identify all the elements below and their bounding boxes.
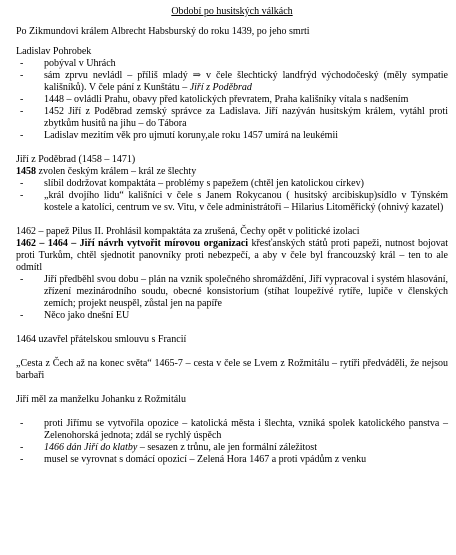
paragraph-france-treaty: 1464 uzavřel přátelskou smlouvu s Francií (16, 334, 187, 345)
ladislav-list (16, 58, 448, 142)
list-item: - Něco jako dnešní EU (20, 310, 130, 321)
jiri-list (16, 178, 448, 214)
list-item: - Ladislav mezitím věk pro ujmutí koruny,ale roku 1457 umírá na leukémii (20, 130, 339, 141)
paragraph-peace-organization: 1462 – 1464 – Jiří návrh vytvořit mírovou organizaci křesťanských států proti papeži, nutnost bojovat proti Turkům, chtěl sjednotit panovníky proti nebezpečí, a aby v čele byl francouzský král – ten to ale odmítl (16, 238, 448, 273)
list-item: - 1466 dán Jiří do klatby – sesazen z trůnu, ale jen formální záležitost (20, 442, 317, 453)
list-item: - slíbil dodržovat kompaktáta – problémy s papežem (chtěl jen katolickou církev) (20, 178, 364, 189)
list-item: - 1448 – ovládli Prahu, obavy před katolických převratem, Praha kališníky vítala s nadšením (20, 94, 409, 105)
paragraph-1462: 1462 – papež Pilus II. Prohlásil kompaktáta za zrušená, Čechy opět v politické izolaci (16, 226, 360, 237)
list-item: - proti Jiřímu se vytvořila opozice – katolická města i šlechta, vzniká spolek katolického panstva – Zelenohorská jednota; zdál se rychlý úspěch (20, 418, 448, 441)
list-item: - musel se vyrovnat s domácí opozicí – Zelená Hora 1467 a proti vpádům z venku (20, 454, 367, 465)
page-title: Období po husitských válkách (171, 6, 293, 17)
list-item: - 1452 Jiří z Poděbrad zemský správce za Ladislava. Jiří nazýván husitským králem, vytáhl proti zbytkům husitů na jihu – do Tábora (20, 106, 448, 129)
jiri-heading: Jiří z Poděbrad (1458 – 1471) (16, 154, 136, 165)
peace-list (16, 274, 448, 322)
paragraph-journey: „Cesta z Čech až na konec světa“ 1465-7 – cesta v čele se Lvem z Rožmitálu – rytíři předváděli, že nejsou barbaři (16, 358, 448, 381)
list-item: - pobýval v Uhrách (20, 58, 116, 69)
list-item: - sám zprvu nevládl – příliš mladý ⇒ v čele šlechtický landfrýd východočeský (měly sympatie kališníků). V čele pání z Kunštátu – Jiří z Poděbrad (20, 70, 448, 93)
list-item: - „král dvojího lidu“ kališníci v čele s Janem Rokycanou ( husitský arcibiskup)sídlo v Týnském kostele a katolíci, centrum ve sv. Vitu, v čele administrátoři – Hilarius Litoměřický (ohnivý kazatel) (20, 190, 448, 213)
list-item: - Jiří předběhl svou dobu – plán na vznik společného shromáždění, Jiří vypracoval i systém hlasování, zřízení mezinárodního soudu, obecné konsistorium (stíhat loupežívé rytíře, lupiče v členských zemích; projekt neuspěl, zůstal jen na papíře (20, 274, 448, 309)
opposition-list (16, 418, 448, 466)
intro-paragraph: Po Zikmundovi králem Albrecht Habsburský do roku 1439, po jeho smrti (16, 26, 310, 37)
ladislav-heading: Ladislav Pohrobek (16, 46, 92, 57)
jiri-election-line: 1458 zvolen českým králem – král ze šlechty (16, 166, 197, 177)
paragraph-wife: Jiří měl za manželku Johanku z Rožmitálu (16, 394, 186, 405)
